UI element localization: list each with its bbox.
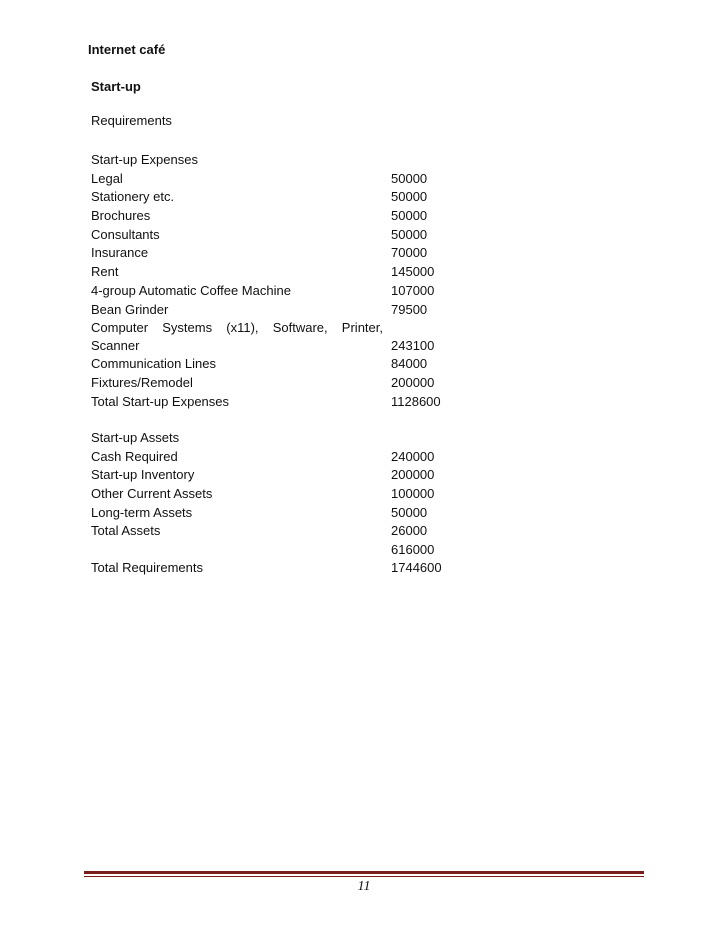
row-value: 84000 — [391, 356, 428, 372]
table-row — [91, 319, 471, 355]
row-label: Start-up Inventory — [91, 467, 195, 483]
startup-assets-table — [91, 429, 471, 560]
row-value: 70000 — [391, 245, 428, 261]
total-value: 1744600 — [391, 560, 442, 575]
table-row — [91, 466, 471, 485]
section-title: Start-up — [91, 79, 141, 94]
row-value: 200000 — [391, 467, 435, 483]
total-requirements-row — [91, 559, 471, 578]
row-label: Fixtures/Remodel — [91, 374, 193, 390]
row-value: 50000 — [391, 170, 428, 186]
table-row — [91, 244, 471, 263]
row-label: Consultants — [91, 226, 160, 242]
table-row — [91, 263, 471, 282]
row-label: Insurance — [91, 245, 149, 261]
row-label: Brochures — [91, 208, 151, 224]
table-row — [91, 282, 471, 301]
row-value: 50000 — [391, 189, 428, 205]
table-row — [91, 393, 471, 412]
header-title: Internet café — [88, 42, 166, 57]
table-row — [91, 541, 471, 560]
row-value: 26000 — [391, 523, 428, 539]
table-row — [91, 485, 471, 504]
table-row — [91, 188, 471, 207]
row-label: Other Current Assets — [91, 486, 213, 502]
table-heading — [91, 429, 471, 448]
section-subtitle: Requirements — [91, 113, 172, 128]
row-value: 243100 — [391, 338, 435, 354]
table-row — [91, 448, 471, 467]
row-label: 4-group Automatic Coffee Machine — [91, 282, 291, 298]
total-label: Total Requirements — [91, 560, 203, 575]
row-value: 100000 — [391, 486, 435, 502]
row-label: Communication Lines — [91, 356, 217, 372]
row-value: 145000 — [391, 264, 435, 280]
row-value: 107000 — [391, 282, 435, 298]
table-row — [91, 301, 471, 320]
expenses-heading: Start-up Expenses — [91, 152, 198, 167]
table-row — [91, 355, 471, 374]
row-label: Legal — [91, 170, 123, 186]
table-row — [91, 170, 471, 189]
row-label: Total Start-up Expenses — [91, 393, 230, 409]
row-value: 200000 — [391, 374, 435, 390]
row-value: 616000 — [391, 542, 435, 558]
row-label: Stationery etc. — [91, 189, 175, 205]
page-number: 11 — [357, 879, 371, 894]
row-label: Rent — [91, 264, 119, 280]
row-value: 240000 — [391, 448, 435, 464]
row-value: 1128600 — [391, 393, 441, 409]
row-label: Bean Grinder — [91, 301, 169, 317]
row-value: 50000 — [391, 208, 428, 224]
table-row — [91, 522, 471, 541]
assets-heading: Start-up Assets — [91, 430, 180, 445]
table-row — [91, 374, 471, 393]
row-label: Total Assets — [91, 523, 161, 539]
table-row — [91, 226, 471, 245]
row-value: 50000 — [391, 226, 428, 242]
table-row — [91, 207, 471, 226]
table-heading — [91, 151, 471, 170]
row-label: Computer Systems (x11), Software, Printer, Scanner — [91, 320, 383, 354]
footer-rule-thin — [84, 876, 644, 877]
row-label: Cash Required — [91, 448, 178, 464]
row-value: 50000 — [391, 504, 428, 520]
startup-expenses-table — [91, 151, 471, 411]
footer-rule — [84, 871, 644, 874]
row-label: Long-term Assets — [91, 504, 193, 520]
table-row — [91, 504, 471, 523]
row-value: 79500 — [391, 301, 428, 317]
